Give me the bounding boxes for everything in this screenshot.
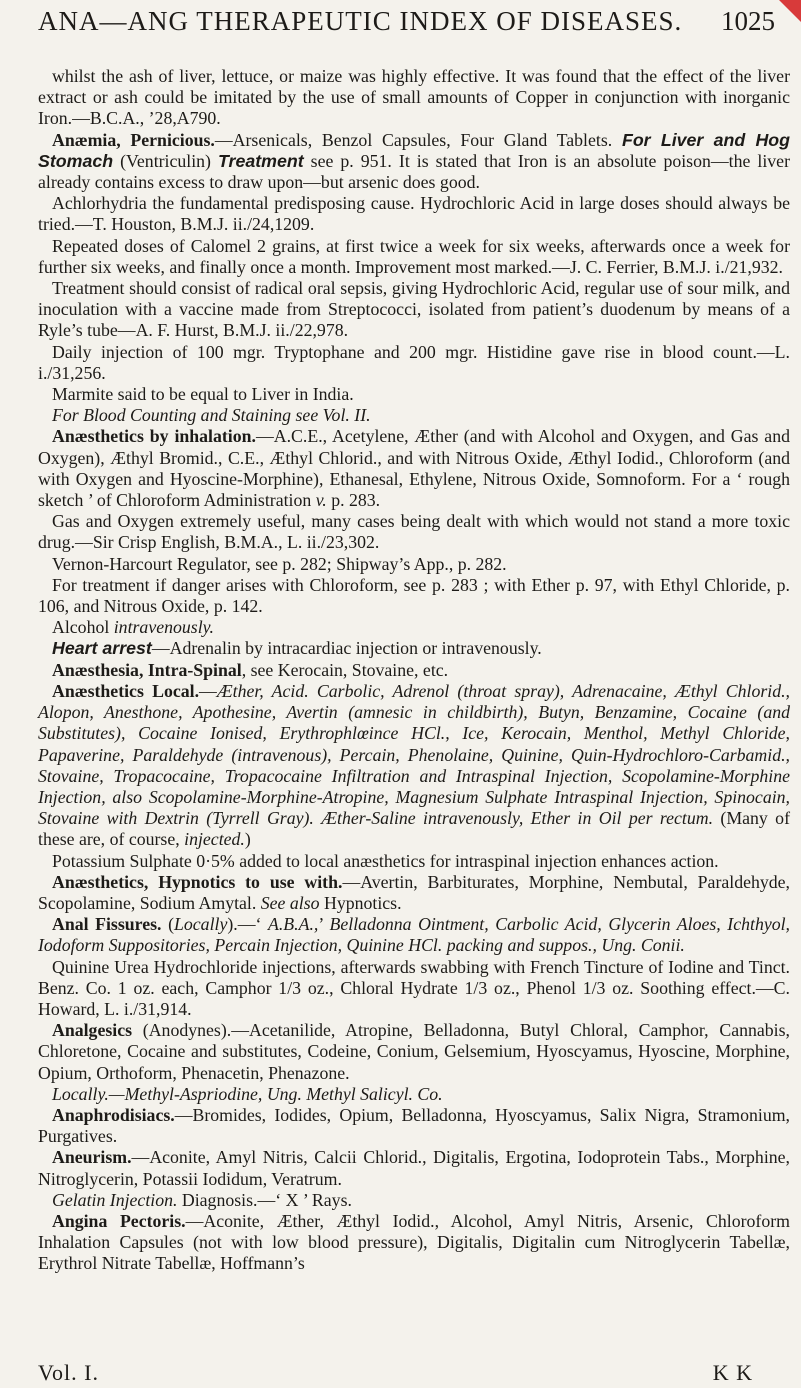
text-run: intravenously.: [113, 617, 214, 638]
text-run: Locally: [174, 914, 228, 935]
entry-heading: Anæsthetics by inhalation.: [52, 426, 256, 447]
entry-heading: Analgesics: [52, 1020, 133, 1041]
paragraph: [38, 872, 790, 914]
paragraph: [38, 554, 790, 575]
paragraph: [38, 1147, 790, 1189]
paragraph: [38, 638, 790, 659]
text-run: Gelatin Injection.: [52, 1189, 178, 1210]
text-run: Diagnosis.—‘ X ’ Rays.: [177, 1189, 352, 1210]
running-header: [38, 6, 775, 37]
text-run: Daily injection of 100 mgr. Tryptophane and 200 mgr. Histidine gave rise in blood count.—L. i./31,256.: [38, 341, 790, 383]
entry-heading: Anal Fissures.: [52, 914, 162, 935]
text-run: —Arsenicals, Benzol Capsules, Four Gland Tablets.: [214, 129, 622, 150]
text-run: Heart arrest: [52, 638, 152, 659]
text-run: Potassium Sulphate 0·5% added to local anæsthetics for intraspinal injection enhances action.: [52, 850, 719, 871]
entry-heading: Anæsthesia, Intra-Spinal: [52, 659, 242, 680]
running-head-title: ANA—ANG THERAPEUTIC INDEX OF DISEASES.: [38, 6, 683, 36]
text-run: For treatment if danger arises with Chloroform, see p. 283 ; with Ether p. 97, with Ethyl Chloride, p. 106, and Nitrous Oxide, p. 142.: [38, 574, 790, 617]
volume-label: Vol. I.: [38, 1360, 99, 1385]
paragraph: [38, 426, 790, 511]
text-run: Locally.—Methyl-Aspriodine, Ung. Methyl Salicyl. Co.: [52, 1083, 443, 1104]
paragraph: [38, 66, 790, 130]
text-run: —Adrenalin by intracardiac injection or intravenously.: [151, 638, 542, 659]
text-run: (Many of these are, of course,: [38, 808, 790, 850]
paragraph: [38, 1190, 790, 1211]
entry-heading: Anæsthetics, Hypnotics to use with.: [52, 871, 343, 892]
text-run: injected.: [184, 829, 245, 850]
text-run: —Aconite, Æther, Æthyl Iodid., Alcohol, Amyl Nitris, Arsenic, Chloroform Inhalation Capsules (not with low blood pressure), Digitalis, Digitalin cum Nitroglycerin Tabellæ, Erythrol Nitrate Tabellæ, Hoffmann’s: [38, 1210, 790, 1274]
text-run: Gas and Oxygen extremely useful, many cases being dealt with which would not stand a more toxic drug.—Sir Crisp English, B.M.A., L. ii./23,302.: [38, 511, 790, 553]
paragraph: [38, 681, 790, 851]
paragraph: [38, 851, 790, 872]
text-run: ’: [318, 914, 330, 935]
text-run: (Anodynes).—Acetanilide, Atropine, Belladonna, Butyl Chloral, Camphor, Cannabis, Chloretone, Cocaine and substitutes, Codeine, Conium, Gelsemium, Hyoscyamus, Hyoscine, Morphine, Opium, Orthoform, Phenacetin, Phenazone.: [38, 1020, 790, 1083]
paragraph: [38, 342, 790, 384]
paragraph: [38, 278, 790, 342]
paragraph: [38, 193, 790, 235]
text-run: Treatment: [218, 150, 304, 171]
text-run: whilst the ash of liver, lettuce, or maize was highly effective. It was found that the effect of the liver extract or ash could be imitated by the use of small amounts of Copper in conjunction with inorganic Iron.—B.C.A., ’28,A790.: [38, 66, 790, 129]
text-run: ).—‘: [227, 914, 268, 935]
text-run: Hypnotics.: [319, 892, 402, 913]
paragraph: [38, 236, 790, 278]
page-number: 1025: [721, 6, 775, 36]
entry-heading: Aneurism.: [52, 1147, 132, 1168]
text-run: Æther, Acid. Carbolic, Adrenol (throat spray), Adrenacaine, Æthyl Chlorid., Alopon, Anesthone, Apothesine, Avertin (amnesic in childbirth), Butyn, Benzamine, Cocaine (and Substitutes), Cocaine Ionised, Erythrophlœince HCl., Ice, Kerocain, Menthol, Methyl Chloride, Papaverine, Paraldehyde (intravenous), Percain, Phenolaine, Quinine, Quin-Hydrochloro-Carbamid., Stovaine, Tropacocaine, Tropacocaine Infiltration and Intraspinal Injection, Scopolamine-Morphine Injection, also Scopolamine-Morphine-Atropine, Magnesium Sulphate Intraspinal Injection, Spinocain, Stovaine with Dextrin (Tyrrell Gray). Æther-Saline intravenously, Ether in Oil per rectum.: [38, 680, 790, 829]
text-run: ): [244, 829, 251, 850]
paragraph: [38, 1211, 790, 1275]
text-run: See also: [260, 892, 320, 913]
paragraph: [38, 914, 790, 956]
paragraph: [38, 511, 790, 553]
page-corner-mark: [779, 0, 801, 22]
paragraph: [38, 660, 790, 681]
text-run: Belladonna Ointment, Carbolic Acid, Glycerin Aloes, Ichthyol, Iodoform Suppositories, Percain Injection, Quinine HCl. packing and suppos., Ung. Conii.: [38, 914, 791, 956]
text-run: , see Kerocain, Stovaine, etc.: [241, 659, 449, 680]
text-run: Achlorhydria the fundamental predisposing cause. Hydrochloric Acid in large doses should always be tried.—T. Houston, B.M.J. ii./24,1209.: [38, 193, 790, 235]
text-run: For Blood Counting and Staining see Vol. II.: [52, 405, 371, 426]
text-run: (: [161, 914, 174, 935]
paragraph: [38, 1105, 790, 1147]
entry-heading: Anæsthetics Local.: [52, 680, 200, 701]
entry-heading: Anaphrodisiacs.: [52, 1104, 175, 1125]
text-run: Quinine Urea Hydrochloride injections, afterwards swabbing with French Tincture of Iodine and Tinct. Benz. Co. 1 oz. each, Camphor 1/3 oz., Chloral Hydrate 1/3 oz., Phenol 1/3 oz. Soothing effect.—C. Howard, L. i./31,914.: [38, 956, 790, 1019]
entry-heading: Anæmia, Pernicious.: [52, 129, 215, 150]
text-run: —: [199, 680, 217, 701]
page-body-text: [38, 66, 790, 1275]
paragraph: [38, 405, 790, 426]
text-run: Treatment should consist of radical oral sepsis, giving Hydrochloric Acid, regular use of sour milk, and inoculation with a vaccine made from Streptococci, isolated from patient’s duodenum by means of a Ryle’s tube—A. F. Hurst, B.M.J. ii./22,978.: [38, 278, 790, 341]
text-run: —Avertin, Barbiturates, Morphine, Nembutal, Paraldehyde, Scopolamine, Sodium Amytal.: [38, 871, 790, 913]
text-run: —Aconite, Amyl Nitris, Calcii Chlorid., Digitalis, Ergotina, Iodoprotein Tabs., Morphine, Nitroglycerin, Potassii Iodidum, Veratrum.: [38, 1147, 790, 1189]
text-run: see p. 951. It is stated that Iron is an absolute poison—the liver already contains excess to draw upon—but arsenic does good.: [38, 150, 790, 193]
text-run: v.: [315, 490, 327, 511]
page-footer: [38, 1360, 753, 1386]
paragraph: [38, 957, 790, 1021]
signature-mark: K K: [712, 1360, 753, 1385]
text-run: Vernon-Harcourt Regulator, see p. 282; Shipway’s App., p. 282.: [52, 553, 507, 574]
text-run: Marmite said to be equal to Liver in India.: [52, 384, 354, 405]
paragraph: [38, 1020, 790, 1084]
paragraph: [38, 575, 790, 617]
entry-heading: Angina Pectoris.: [52, 1210, 186, 1231]
text-run: Alcohol: [52, 617, 114, 638]
text-run: (Ventriculin): [113, 150, 218, 171]
paragraph: [38, 384, 790, 405]
text-run: A.B.A.,: [267, 914, 319, 935]
text-run: —A.C.E., Acetylene, Æther (and with Alcohol and Oxygen, and Gas and Oxygen), Æthyl Bromid., C.E., Æthyl Chlorid., and with Nitrous Oxide, Æthyl Iodid., Chloroform (and with Oxygen and Hyoscine-Morphine), Ethanesal, Ethylene, Nitrous Oxide, Somnoform. For a ‘ rough sketch ’ of Chloroform Administration: [38, 426, 790, 511]
text-run: —Bromides, Iodides, Opium, Belladonna, Hyoscyamus, Salix Nigra, Stramonium, Purgatives.: [38, 1104, 790, 1147]
paragraph: [38, 1084, 790, 1105]
text-run: For Liver and Hog Stomach: [38, 129, 791, 171]
paragraph: [38, 130, 790, 194]
text-run: p. 283.: [326, 490, 381, 511]
text-run: Repeated doses of Calomel 2 grains, at first twice a week for six weeks, afterwards once a week for further six weeks, and finally once a month. Improvement most marked.—J. C. Ferrier, B.M.J. i./21,932.: [38, 235, 790, 277]
paragraph: [38, 617, 790, 638]
